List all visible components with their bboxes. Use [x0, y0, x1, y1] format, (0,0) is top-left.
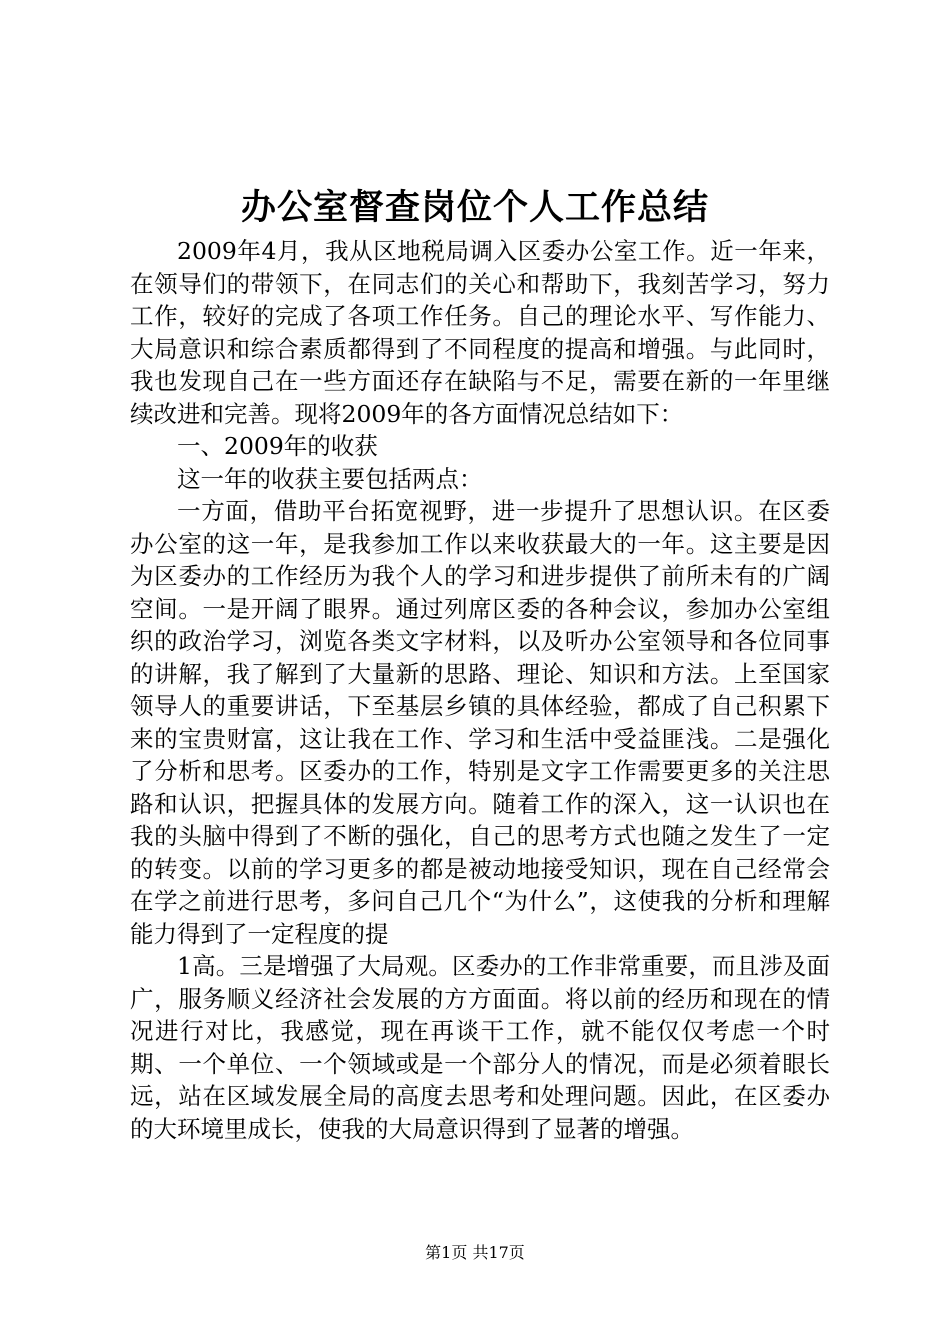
paragraph-intro: 2009年4月，我从区地税局调入区委办公室工作。近一年来，在领导们的带领下，在同志们的关心和帮助下，我刻苦学习，努力工作，较好的完成了各项工作任务。自己的理论水平、写作能力、大局意识和综合素质都得到了不同程度的提高和增强。与此同时，我也发现自己在一些方面还存在缺陷与不足，需要在新的一年里继续改进和完善。现将2009年的各方面情况总结如下：: [130, 237, 830, 428]
paragraph-harvest-summary: 这一年的收获主要包括两点：: [177, 464, 483, 493]
document-title: 办公室督查岗位个人工作总结: [240, 187, 709, 228]
paragraph-big-picture: 1高。三是增强了大局观。区委办的工作非常重要，而且涉及面广，服务顺义经济社会发展的方方面面。将以前的经历和现在的情况进行对比，我感觉，现在再谈干工作，就不能仅仅考虑一个时期、一个单位、一个领域或是一个部分人的情况，而是必须着眼长远，站在区域发展全局的高度去思考和处理问题。因此，在区委办的大环境里成长，使我的大局意识得到了显著的增强。: [130, 952, 830, 1143]
document-body: [130, 235, 830, 1145]
paragraph-first-aspect: 一方面，借助平台拓宽视野，进一步提升了思想认识。在区委办公室的这一年，是我参加工作以来收获最大的一年。这主要是因为区委办的工作经历为我个人的学习和进步提供了前所未有的广阔空间。一是开阔了眼界。通过列席区委的各种会议，参加办公室组织的政治学习，浏览各类文字材料，以及听办公室领导和各位同事的讲解，我了解到了大量新的思路、理论、知识和方法。上至国家领导人的重要讲话，下至基层乡镇的具体经验，都成了自己积累下来的宝贵财富，这让我在工作、学习和生活中受益匪浅。二是强化了分析和思考。区委办的工作，特别是文字工作需要更多的关注思路和认识，把握具体的发展方向。随着工作的深入，这一认识也在我的头脑中得到了不断的强化，自己的思考方式也随之发生了一定的转变。以前的学习更多的都是被动地接受知识，现在自己经常会在学之前进行思考，多问自己几个“为什么”，这使我的分析和理解能力得到了一定程度的提: [130, 497, 830, 948]
page-number-footer: 第1页 共17页: [425, 1243, 525, 1262]
section-heading-harvest: 一、2009年的收获: [177, 432, 378, 460]
